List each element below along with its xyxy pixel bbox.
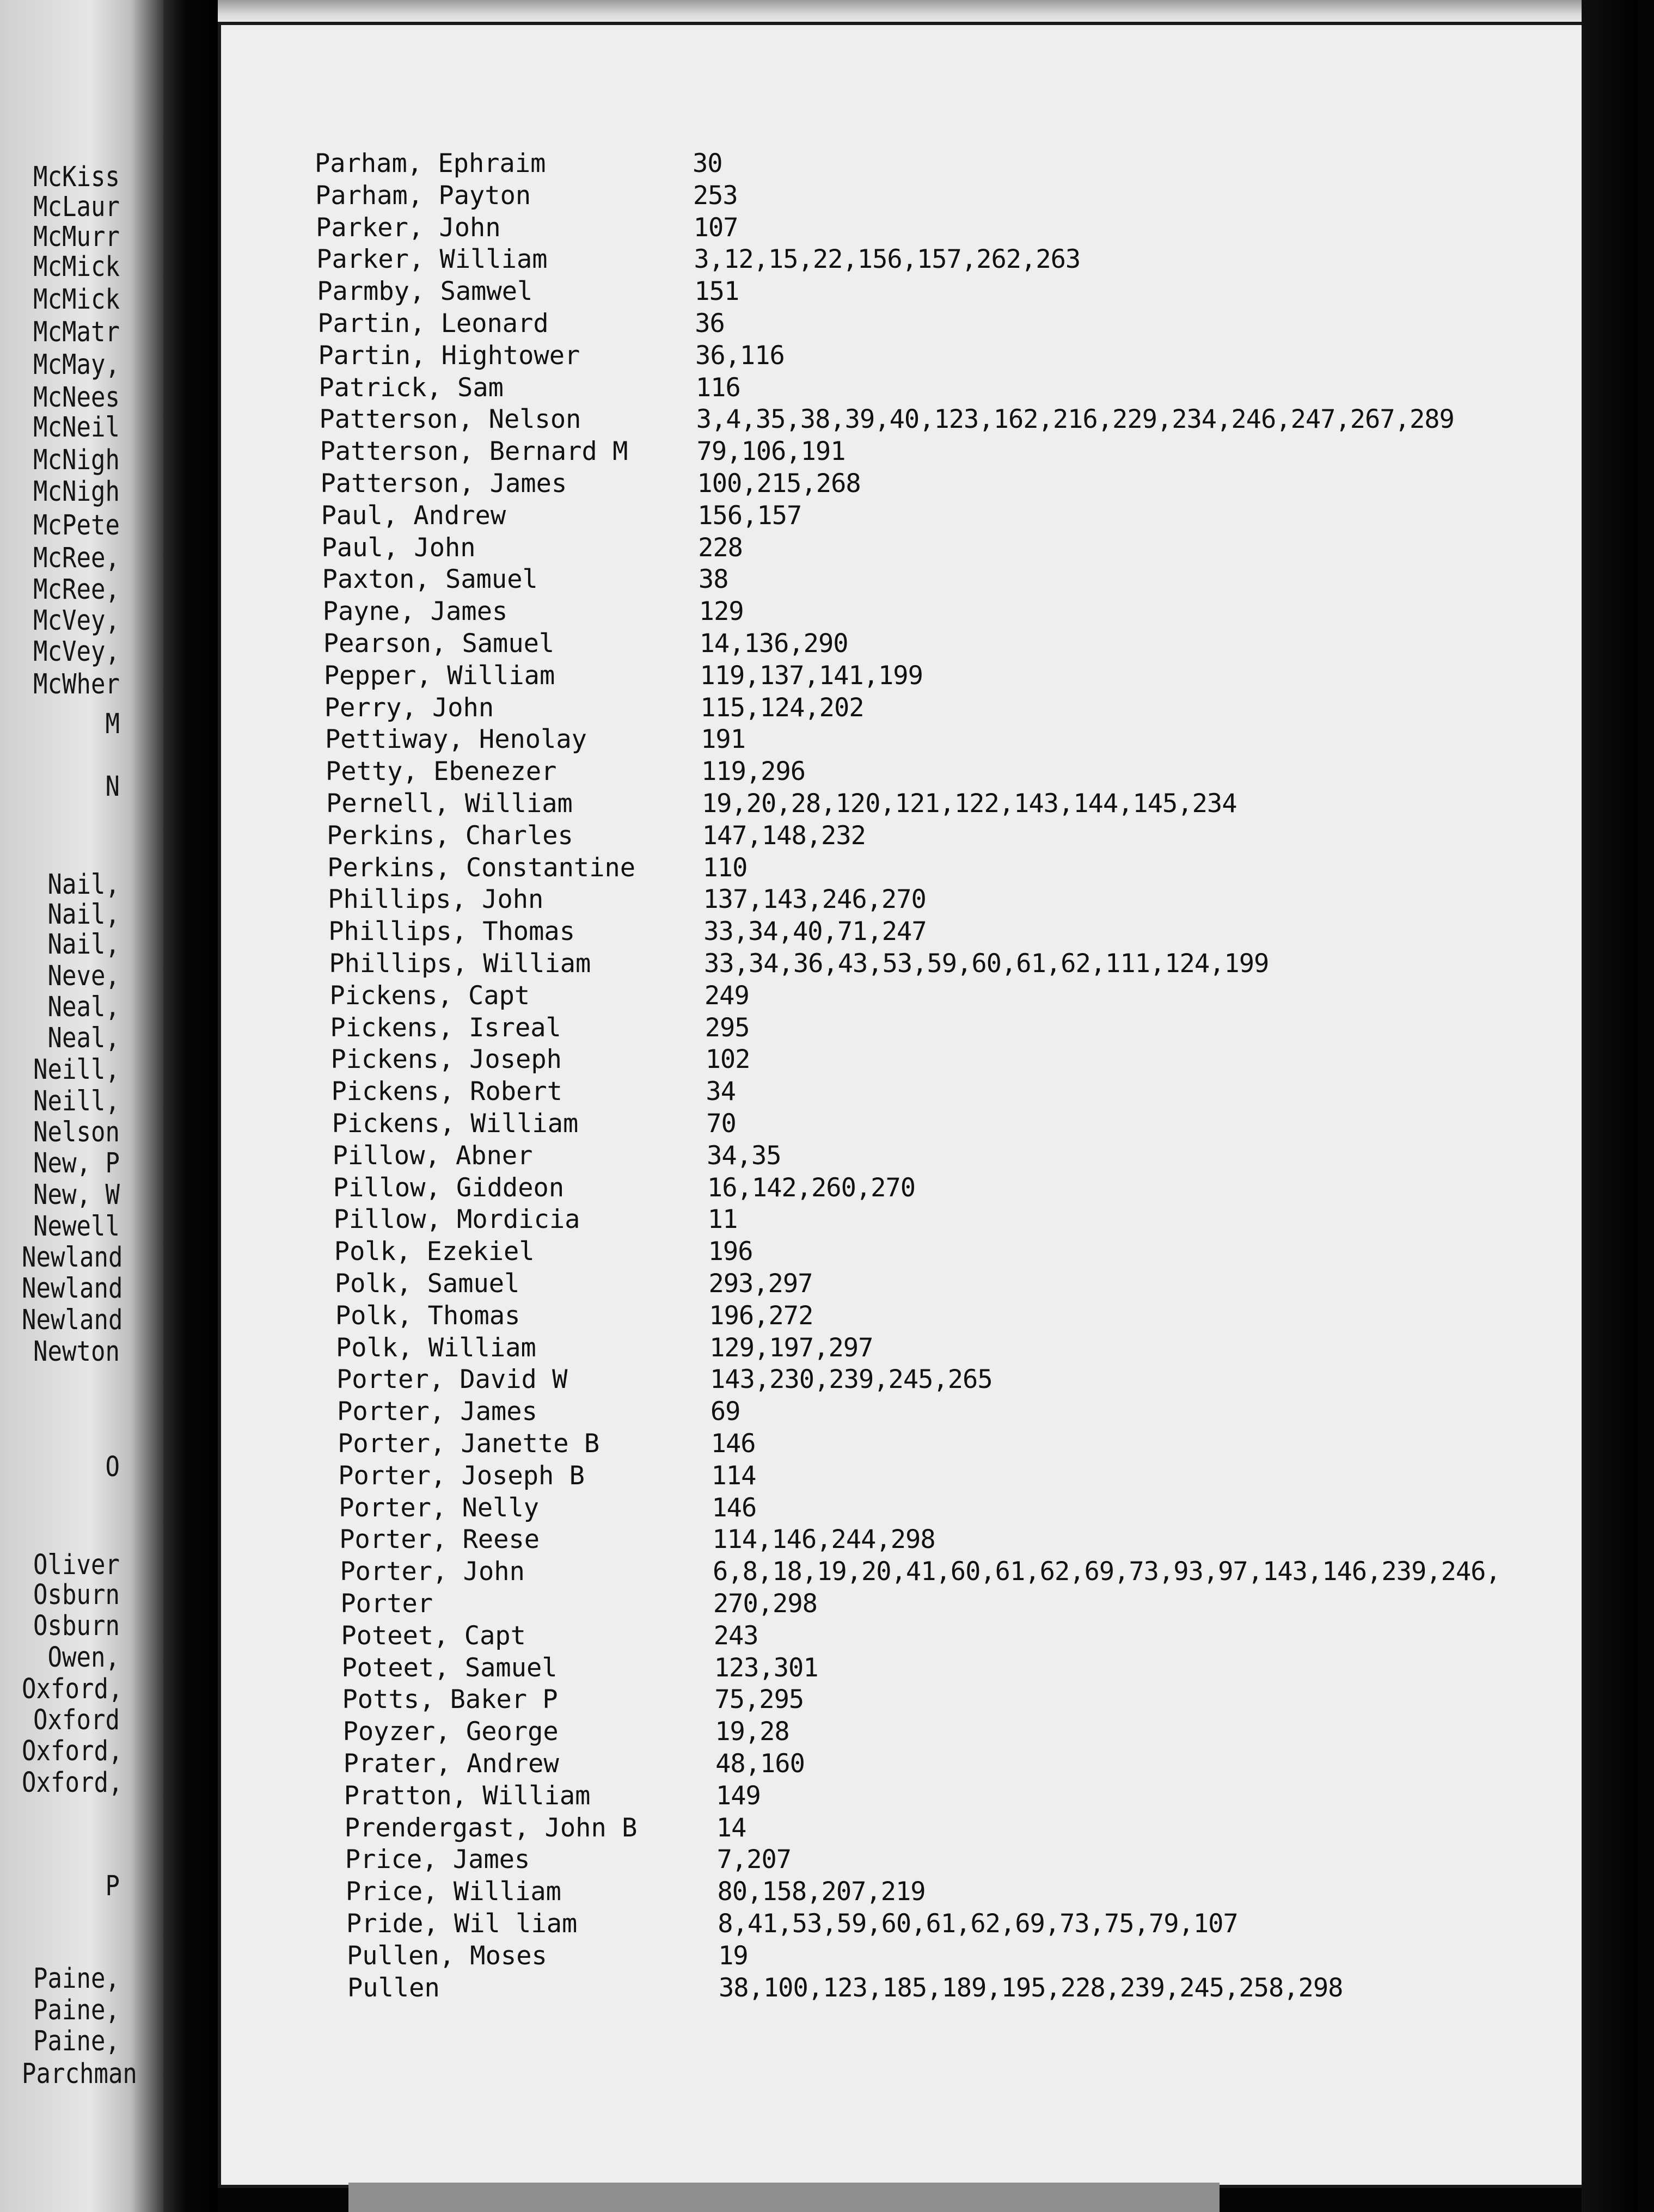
entry-name: Pickens, Joseph — [330, 1044, 562, 1075]
entry-pages: 110 — [702, 852, 748, 883]
entry-pages: 228 — [698, 532, 743, 563]
entry-pages: 253 — [693, 180, 738, 211]
entry-name: Pullen — [347, 1973, 440, 2003]
entry-pages: 8,41,53,59,60,61,62,69,73,75,79,107 — [718, 1909, 1238, 1939]
index-entry — [334, 1236, 1641, 1268]
index-entry — [340, 1588, 1647, 1620]
previous-page-fragment: McKiss — [33, 161, 120, 193]
index-entry — [340, 1556, 1646, 1588]
index-entry — [346, 1908, 1653, 1940]
entry-pages: 19 — [718, 1940, 748, 1971]
previous-page-fragment: New, P — [33, 1147, 120, 1179]
entry-name: Paul, Andrew — [321, 500, 506, 531]
previous-page-fragment: New, W — [33, 1179, 120, 1211]
previous-page-fragment: Nail, — [47, 869, 120, 901]
index-entry — [321, 468, 1627, 500]
index-entry — [346, 1876, 1652, 1908]
index-entry — [335, 1300, 1642, 1332]
entry-pages: 156,157 — [697, 500, 802, 531]
index-entry — [318, 340, 1625, 372]
entry-pages: 70 — [706, 1109, 736, 1139]
previous-page-fragment: Neill, — [33, 1054, 120, 1086]
entry-name: Perry, John — [324, 692, 494, 723]
entry-pages: 295 — [705, 1012, 750, 1043]
entry-name: Porter, John — [340, 1557, 525, 1587]
entry-name: Pettiway, Henolay — [324, 724, 587, 755]
index-entry — [326, 788, 1633, 820]
entry-name: Parham, Payton — [315, 180, 531, 211]
index-entry — [321, 500, 1628, 532]
entry-pages: 114,146,244,298 — [712, 1525, 935, 1555]
entry-name: Pratton, William — [344, 1780, 591, 1811]
index-entry — [315, 148, 1621, 180]
index-entry — [324, 660, 1631, 692]
entry-pages: 48,160 — [715, 1749, 805, 1779]
entry-name: Paxton, Samuel — [322, 564, 538, 595]
entry-pages: 79,106,191 — [696, 437, 846, 467]
entry-name: Pullen, Moses — [346, 1940, 547, 1971]
index-entry — [338, 1460, 1645, 1492]
index-entry — [343, 1716, 1650, 1748]
entry-pages: 115,124,202 — [700, 692, 864, 723]
previous-page-fragment: Paine, — [33, 1963, 120, 1995]
entry-pages: 129,197,297 — [709, 1332, 873, 1363]
previous-page-fragment: McMick — [33, 251, 120, 283]
entry-pages: 143,230,239,245,265 — [710, 1365, 993, 1395]
previous-page-fragment: Neal, — [47, 991, 120, 1023]
entry-name: Pernell, William — [326, 789, 573, 819]
entry-pages: 11 — [707, 1205, 738, 1235]
index-entry — [324, 692, 1631, 724]
index-entry — [342, 1684, 1649, 1716]
entry-pages: 34 — [706, 1077, 736, 1107]
entry-pages: 119,296 — [701, 757, 806, 787]
index-entry — [328, 884, 1634, 915]
previous-page-fragment: Neal, — [47, 1022, 120, 1054]
index-entry — [345, 1844, 1652, 1876]
entry-name: Patrick, Sam — [318, 372, 504, 403]
entry-pages: 36 — [695, 309, 725, 339]
entry-pages: 19,28 — [715, 1717, 789, 1747]
entry-name: Paul, John — [321, 532, 476, 563]
previous-page-fragment: Oxford, — [22, 1673, 123, 1705]
entry-pages: 196 — [708, 1237, 753, 1267]
previous-page-fragment: Neill, — [33, 1085, 120, 1117]
index-entry — [330, 1044, 1637, 1076]
index-entry — [315, 180, 1622, 212]
entry-pages: 36,116 — [695, 340, 785, 371]
previous-page-fragment: Nelson — [33, 1116, 120, 1148]
index-entry — [333, 1172, 1640, 1204]
entry-pages: 80,158,207,219 — [717, 1877, 926, 1907]
previous-page-fragment: McNees — [33, 382, 120, 414]
entry-name: Potts, Baker P — [342, 1685, 558, 1715]
previous-page-fragment: McNigh — [33, 476, 120, 508]
entry-name: Patterson, Bernard M — [320, 437, 628, 467]
entry-name: Partin, Leonard — [317, 309, 549, 339]
index-entry — [319, 404, 1626, 435]
entry-pages: 6,8,18,19,20,41,60,61,62,69,73,93,97,143,146,239,246, — [713, 1557, 1500, 1587]
previous-page-fragment: McMurr — [33, 221, 120, 253]
previous-page-fragment: Osburn — [33, 1610, 120, 1642]
previous-page-fragment: Oliver — [33, 1549, 120, 1581]
previous-page-fragment: O — [105, 1451, 120, 1483]
index-entry — [333, 1140, 1639, 1172]
entry-name: Parker, John — [316, 212, 501, 243]
entry-pages: 14,136,290 — [699, 629, 848, 659]
entry-pages: 100,215,268 — [697, 469, 861, 499]
entry-pages: 196,272 — [709, 1300, 813, 1331]
previous-page-fragment: Nail, — [47, 929, 120, 961]
entry-name: Porter, James — [337, 1397, 537, 1427]
entry-pages: 270,298 — [713, 1589, 817, 1619]
page-top-edge — [218, 0, 1612, 24]
previous-page-fragment: McVey, — [33, 636, 120, 668]
previous-page-fragment: McWher — [33, 668, 120, 701]
previous-page-fragment: Oxford, — [22, 1735, 123, 1767]
entry-pages: 146 — [712, 1492, 757, 1523]
entry-pages: 19,20,28,120,121,122,143,144,145,234 — [701, 789, 1237, 819]
entry-pages: 33,34,40,71,247 — [703, 917, 927, 947]
entry-name: Parmby, Samwel — [317, 276, 533, 307]
entry-name: Porter — [340, 1589, 433, 1619]
previous-page-fragment: McNigh — [33, 444, 120, 476]
previous-page-fragment: Newland — [22, 1304, 123, 1336]
entry-name: Porter, David W — [336, 1365, 568, 1395]
index-entry — [337, 1396, 1644, 1428]
previous-page-fragment: McRee, — [33, 542, 120, 574]
entry-pages: 3,12,15,22,156,157,262,263 — [694, 244, 1081, 275]
index-entry — [327, 820, 1633, 852]
entry-name: Parker, William — [316, 244, 548, 275]
entry-name: Pickens, Isreal — [330, 1012, 561, 1043]
entry-name: Porter, Reese — [339, 1525, 540, 1555]
previous-page-fragment: M — [105, 708, 120, 740]
entry-pages: 243 — [713, 1620, 758, 1651]
entry-name: Patterson, James — [320, 469, 567, 499]
book-spine — [163, 0, 218, 2212]
entry-name: Pepper, William — [323, 660, 555, 691]
entry-name: Petty, Ebenezer — [326, 757, 557, 787]
index-entry — [336, 1364, 1643, 1396]
previous-page-fragment: Parchman — [22, 2058, 137, 2090]
entry-pages: 147,148,232 — [702, 820, 866, 851]
previous-page-fragment: Nail, — [47, 899, 120, 931]
previous-page-fragment: Osburn — [33, 1579, 120, 1611]
entry-name: Pillow, Mordicia — [333, 1205, 580, 1235]
previous-page-fragment: Oxford, — [22, 1767, 123, 1799]
index-entry — [332, 1076, 1638, 1108]
entry-pages: 191 — [701, 724, 746, 755]
entry-pages: 38 — [698, 564, 728, 595]
entry-pages: 119,137,141,199 — [700, 660, 923, 691]
entry-pages: 33,34,36,43,53,59,60,61,62,111,124,199 — [704, 949, 1269, 979]
entry-pages: 146 — [710, 1429, 756, 1459]
previous-page-margin — [0, 0, 163, 2212]
entry-name: Perkins, Charles — [327, 820, 573, 851]
entry-pages: 30 — [693, 149, 722, 179]
index-entry — [318, 372, 1625, 404]
index-entry — [327, 852, 1634, 884]
index-entry — [322, 532, 1628, 564]
index-entry — [338, 1428, 1644, 1460]
index-entry — [316, 244, 1623, 275]
entry-name: Perkins, Constantine — [327, 852, 636, 883]
previous-page-fragment: McNeil — [33, 411, 120, 444]
previous-page-fragment: P — [105, 1870, 120, 1902]
entry-name: Phillips, John — [328, 884, 544, 915]
previous-page-fragment: McMick — [33, 284, 120, 316]
index-entry — [341, 1620, 1647, 1652]
entry-pages: 151 — [694, 276, 739, 307]
index-entry — [323, 628, 1630, 660]
index-entry — [317, 276, 1624, 308]
index-entry — [336, 1332, 1643, 1364]
index-entry — [329, 980, 1636, 1012]
entry-pages: 7,207 — [716, 1845, 792, 1875]
previous-page-fragment: McMay, — [33, 349, 120, 381]
entry-name: Polk, Ezekiel — [334, 1237, 535, 1267]
entry-name: Payne, James — [322, 597, 508, 627]
entry-pages: 293,297 — [708, 1269, 813, 1299]
entry-pages: 249 — [704, 980, 749, 1011]
entry-name: Patterson, Nelson — [319, 404, 581, 435]
index-entry — [317, 308, 1624, 340]
entry-pages: 69 — [710, 1397, 740, 1427]
entry-pages: 123,301 — [714, 1652, 818, 1683]
entry-name: Parham, Ephraim — [315, 149, 546, 179]
index-entry — [323, 596, 1630, 628]
entry-pages: 3,4,35,38,39,40,123,162,216,229,234,246,247,267,289 — [696, 404, 1454, 435]
previous-page-fragment: McPete — [33, 509, 120, 542]
previous-page-fragment: Neve, — [47, 960, 120, 992]
entry-name: Pearson, Samuel — [323, 629, 555, 659]
entry-name: Poyzer, George — [342, 1717, 559, 1747]
entry-name: Pillow, Abner — [332, 1140, 533, 1171]
entry-pages: 107 — [693, 212, 738, 243]
previous-page-fragment: McVey, — [33, 605, 120, 637]
entry-pages: 34,35 — [707, 1140, 781, 1171]
previous-page-fragment: McLaur — [33, 191, 120, 223]
index-entry — [344, 1748, 1650, 1780]
entry-name: Porter, Joseph B — [338, 1460, 585, 1491]
index-entry — [334, 1204, 1640, 1236]
previous-page-fragment: Owen, — [47, 1642, 120, 1674]
entry-pages: 114 — [711, 1460, 756, 1491]
previous-page-fragment: McMatr — [33, 316, 120, 348]
entry-pages: 75,295 — [714, 1685, 804, 1715]
index-entry — [330, 1012, 1637, 1044]
entry-name: Phillips, William — [329, 949, 591, 979]
entry-name: Pillow, Giddeon — [333, 1172, 565, 1203]
index-entry — [345, 1812, 1651, 1844]
entry-name: Pickens, Capt — [329, 980, 530, 1011]
entry-name: Pickens, William — [332, 1109, 579, 1139]
entry-pages: 14 — [716, 1812, 746, 1843]
index-entry — [316, 212, 1622, 244]
index-entry — [328, 916, 1635, 948]
entry-name: Poteet, Samuel — [341, 1652, 558, 1683]
index-entry — [329, 948, 1635, 980]
entry-name: Prater, Andrew — [343, 1749, 559, 1779]
entry-pages: 129 — [699, 597, 744, 627]
entry-name: Price, William — [345, 1877, 561, 1907]
entry-pages: 102 — [705, 1044, 750, 1075]
previous-page-fragment: Newland — [22, 1273, 123, 1305]
previous-page-fragment: N — [105, 771, 120, 803]
entry-name: Pride, Wil liam — [346, 1909, 578, 1939]
index-entry — [320, 436, 1626, 468]
index-entry — [326, 756, 1632, 788]
index-entry — [322, 564, 1629, 595]
entry-pages: 137,143,246,270 — [703, 884, 926, 915]
entry-name: Polk, William — [335, 1332, 536, 1363]
index-entry — [332, 1108, 1639, 1140]
entry-name: Porter, Nelly — [339, 1492, 540, 1523]
entry-name: Pickens, Robert — [331, 1077, 562, 1107]
entry-pages: 149 — [715, 1780, 761, 1811]
previous-page-fragment: Oxford — [33, 1704, 120, 1736]
index-entry — [325, 724, 1632, 755]
entry-name: Porter, Janette B — [338, 1429, 600, 1459]
index-entry — [335, 1268, 1641, 1300]
entry-name: Phillips, Thomas — [328, 917, 575, 947]
previous-page-fragment: McRee, — [33, 574, 120, 606]
entry-name: Polk, Thomas — [335, 1300, 520, 1331]
previous-page-fragment: Newell — [33, 1211, 120, 1243]
index-entry — [339, 1492, 1645, 1524]
index-entry — [341, 1652, 1648, 1684]
previous-page-fragment: Newton — [33, 1336, 120, 1368]
index-entry — [347, 1940, 1653, 1972]
entry-name: Poteet, Capt — [341, 1620, 526, 1651]
index-entry — [344, 1780, 1651, 1812]
previous-page-fragment: Paine, — [33, 1994, 120, 2026]
previous-page-fragment: Paine, — [33, 2025, 120, 2057]
previous-page-fragment: Newland — [22, 1242, 123, 1274]
entry-name: Prendergast, John B — [344, 1812, 638, 1843]
entry-name: Polk, Samuel — [334, 1269, 520, 1299]
index-entry — [339, 1524, 1646, 1556]
index-entry — [347, 1973, 1654, 2004]
entry-pages: 16,142,260,270 — [707, 1172, 916, 1203]
entry-pages: 116 — [695, 372, 740, 403]
entry-pages: 38,100,123,185,189,195,228,239,245,258,298 — [719, 1973, 1343, 2003]
entry-name: Price, James — [345, 1845, 530, 1875]
page-bottom-edge — [348, 2183, 1220, 2212]
entry-name: Partin, Hightower — [318, 340, 580, 371]
